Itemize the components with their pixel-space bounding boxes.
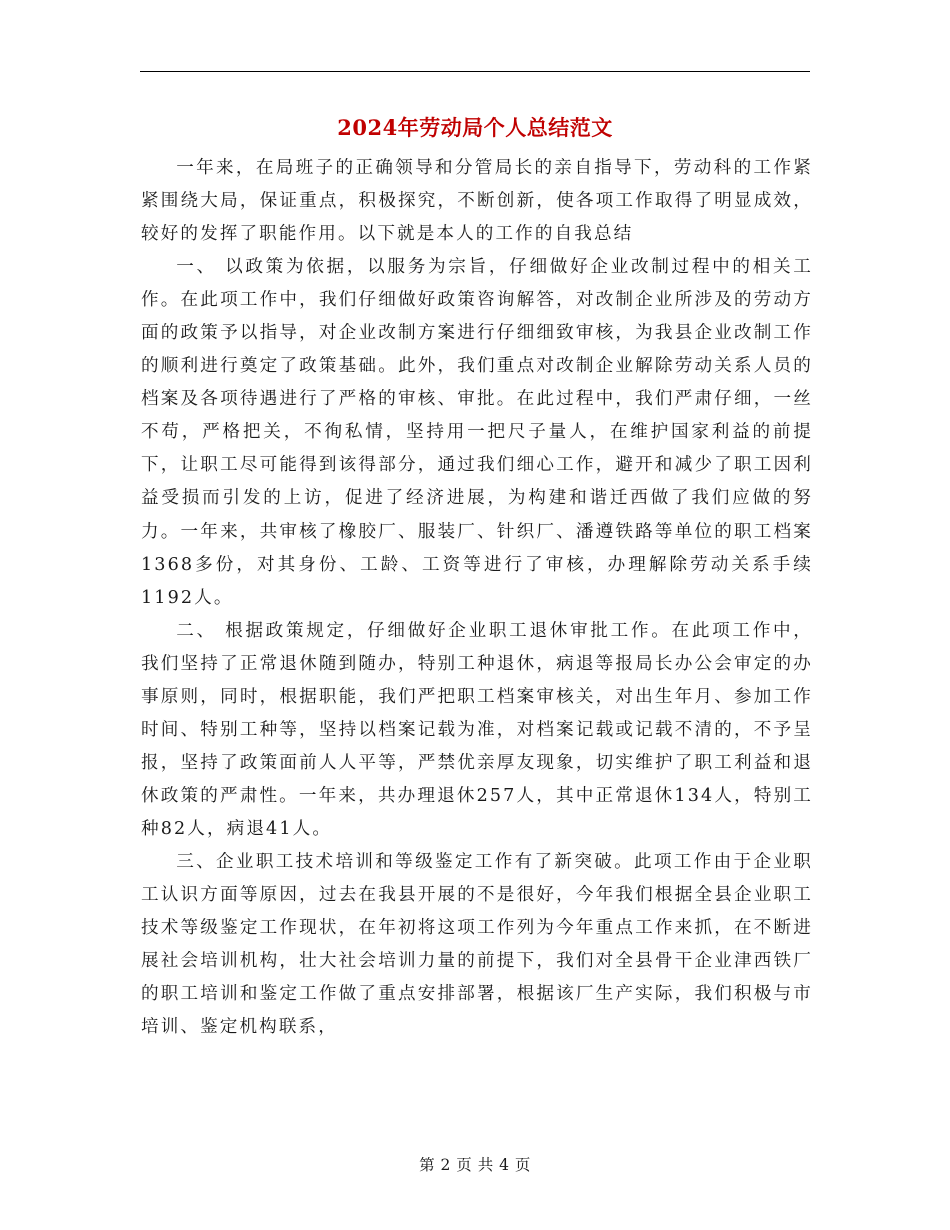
header-rule [140, 71, 810, 72]
page-number-footer: 第 2 页 共 4 页 [419, 1156, 531, 1174]
paragraph-section-2: 二、 根据政策规定，仔细做好企业职工退休审批工作。在此项工作中，我们坚持了正常退休随到随办，特别工种退休，病退等报局长办公会审定的办事原则，同时，根据职能，我们严把职工档案审核关，对出生年月、参加工作时间、特别工种等，坚持以档案记载为准，对档案记载或记载不清的，不予呈报，坚持了政策面前人人平等，严禁优亲厚友现象，切实维护了职工利益和退休政策的严肃性。一年来，共办理退休257人，其中正常退休134人，特别工种82人，病退41人。 [141, 620, 813, 839]
paragraph-section-3: 三、企业职工技术培训和等级鉴定工作有了新突破。此项工作由于企业职工认识方面等原因，过去在我县开展的不是很好，今年我们根据全县企业职工技术等级鉴定工作现状，在年初将这项工作列为今年重点工作来抓，在不断进展社会培训机构，壮大社会培训力量的前提下，我们对全县骨干企业津西铁厂的职工培训和鉴定工作做了重点安排部署，根据该厂生产实际，我们积极与市培训、鉴定机构联系， [141, 851, 813, 1038]
document-body [141, 152, 813, 1044]
paragraph-section-1: 一、 以政策为依据，以服务为宗旨，仔细做好企业改制过程中的相关工作。在此项工作中，我们仔细做好政策咨询解答，对改制企业所涉及的劳动方面的政策予以指导，对企业改制方案进行仔细细致审核，为我县企业改制工作的顺利进行奠定了政策基础。此外，我们重点对改制企业解除劳动关系人员的档案及各项待遇进行了严格的审核、审批。在此过程中，我们严肃仔细，一丝不苟，严格把关，不徇私情，坚持用一把尺子量人，在维护国家利益的前提下，让职工尽可能得到该得部分，通过我们细心工作，避开和减少了职工因利益受损而引发的上访，促进了经济进展，为构建和谐迁西做了我们应做的努力。一年来，共审核了橡胶厂、服装厂、针织厂、潘遵铁路等单位的职工档案1368多份，对其身份、工龄、工资等进行了审核，办理解除劳动关系手续1192人。 [141, 257, 813, 608]
paragraph-intro: 一年来，在局班子的正确领导和分管局长的亲自指导下，劳动科的工作紧紧围绕大局，保证重点，积极探究，不断创新，使各项工作取得了明显成效，较好的发挥了职能作用。以下就是本人的工作的自我总结 [141, 158, 813, 245]
document-title: 2024年劳动局个人总结范文 [337, 115, 613, 140]
